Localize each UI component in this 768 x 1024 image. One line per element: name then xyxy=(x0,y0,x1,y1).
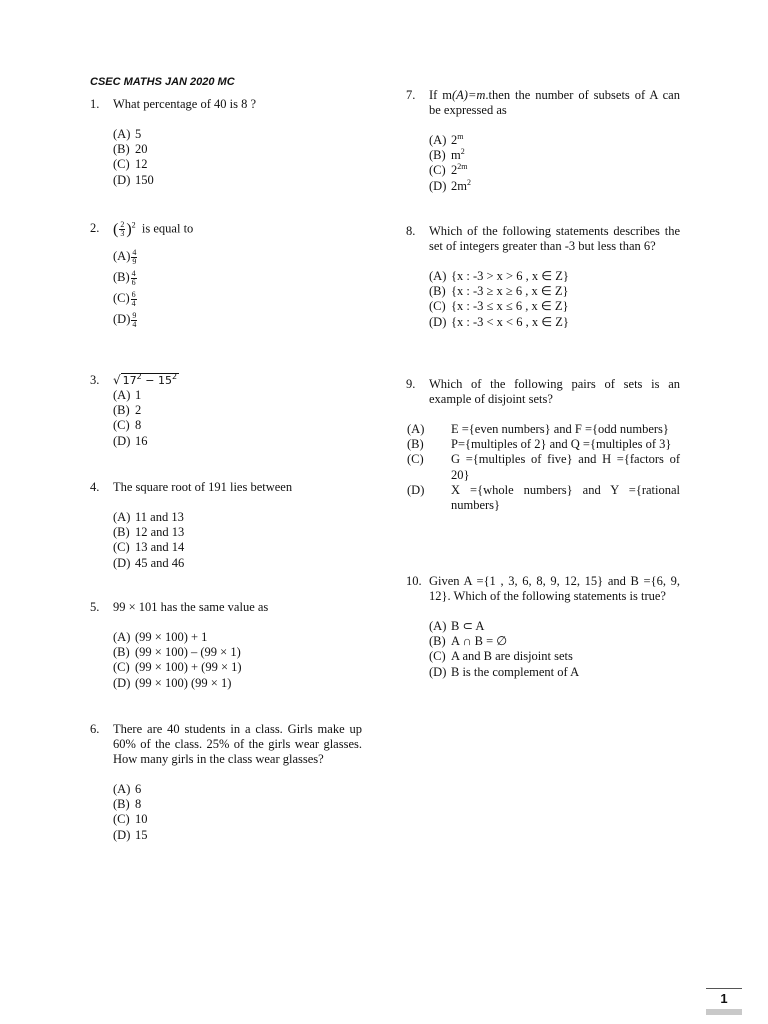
question-number: 7. xyxy=(406,88,416,102)
option-b[interactable]: (B) 2 xyxy=(113,403,142,418)
option-c[interactable]: (C) {x : -3 ≤ x ≤ 6 , x ∈ Z} xyxy=(429,299,569,314)
question-8 xyxy=(406,224,680,330)
page-number: 1 xyxy=(706,988,742,1015)
option-b[interactable]: (B) P={multiples of 2} and Q ={multiples of 3} xyxy=(407,437,672,452)
option-a[interactable]: (A) 1 xyxy=(113,388,142,402)
question-2 xyxy=(90,221,370,330)
question-number: 8. xyxy=(406,224,416,238)
question-1 xyxy=(90,97,370,188)
question-number: 4. xyxy=(90,480,100,494)
question-text xyxy=(113,373,370,388)
options-list xyxy=(429,133,680,194)
question-4 xyxy=(90,480,370,571)
option-d[interactable]: (D) {x : -3 < x < 6 , x ∈ Z} xyxy=(429,314,569,329)
option-c[interactable]: (C) 10 xyxy=(113,812,148,827)
question-text: The square root of 191 lies between xyxy=(113,480,293,494)
options-list xyxy=(407,422,680,513)
question-7 xyxy=(406,88,680,194)
option-b[interactable]: (B) $m^2$ xyxy=(429,147,465,163)
option-c[interactable]: (C) G ={multiples of five} and H ={factors of 20} xyxy=(407,452,680,482)
option-c[interactable]: (C) 8 xyxy=(113,418,142,433)
options-list xyxy=(429,269,680,330)
option-a[interactable]: (A) 5 xyxy=(113,127,142,141)
option-c[interactable]: (C) A and B are disjoint sets xyxy=(429,649,573,664)
option-d[interactable]: (D) 45 and 46 xyxy=(113,555,185,570)
sqrt-symbol: √ xyxy=(113,373,121,387)
question-text: There are 40 students in a class. Girls make up 60% of the class. 25% of the girls wear glasses. How many girls in the class wear glasses? xyxy=(113,722,362,766)
options-list xyxy=(113,388,370,449)
question-text: Which of the following statements describes the set of integers greater than -3 but less than 6? xyxy=(429,224,680,253)
option-a[interactable]: (A) E ={even numbers} and F ={odd numbers} xyxy=(407,422,669,436)
question-number: 1. xyxy=(90,97,100,111)
option-a[interactable]: (A) 6 xyxy=(113,782,142,796)
question-3 xyxy=(90,373,370,449)
options-list xyxy=(113,127,370,188)
option-b[interactable]: (B) A ∩ B = ∅ xyxy=(429,634,508,649)
question-text: What percentage of 40 is 8 ? xyxy=(113,97,256,111)
option-a[interactable]: (A) {x : -3 > x > 6 , x ∈ Z} xyxy=(429,269,569,283)
option-c[interactable]: (C) $\frac{6}{4}$ xyxy=(113,289,136,308)
radicand: $17^2 - 15^2$ xyxy=(122,372,178,387)
option-c[interactable]: (C) $2^{2m}$ xyxy=(429,162,468,178)
option-a[interactable]: (A) B ⊂ A xyxy=(429,619,485,633)
option-d[interactable]: (D) 15 xyxy=(113,827,148,842)
options-list xyxy=(113,782,362,843)
option-b[interactable]: (B) 20 xyxy=(113,142,148,157)
option-d[interactable]: (D) 150 xyxy=(113,172,154,187)
option-a[interactable]: (A) $\frac{4}{9}$ xyxy=(113,247,137,266)
option-b[interactable]: (B) 12 and 13 xyxy=(113,525,185,540)
option-a[interactable]: (A) 2$^m$ xyxy=(429,132,464,147)
question-text: Given A ={1 , 3, 6, 8, 9, 12, 15} and B ={6, 9, 12}. Which of the following statements is true? xyxy=(429,574,680,603)
question-10 xyxy=(406,574,680,680)
page-title: CSEC MATHS JAN 2020 MC xyxy=(90,76,235,88)
fraction: $\frac{2}{3}$ xyxy=(120,220,125,238)
question-6 xyxy=(90,722,362,843)
options-list xyxy=(113,246,370,330)
question-number: 3. xyxy=(90,373,100,387)
option-b[interactable]: (B) $\frac{4}{6}$ xyxy=(113,268,136,287)
option-b[interactable]: (B) (99 × 100) – (99 × 1) xyxy=(113,645,241,660)
option-a[interactable]: (A) (99 × 100) + 1 xyxy=(113,630,208,644)
options-list xyxy=(113,630,370,691)
question-number: 5. xyxy=(90,600,100,614)
option-a[interactable]: (A) 11 and 13 xyxy=(113,510,184,524)
question-number: 2. xyxy=(90,221,100,235)
option-b[interactable]: (B) 8 xyxy=(113,797,142,812)
question-text: If m(A)=m.then the number of subsets of A can be expressed as xyxy=(429,88,680,117)
options-list xyxy=(429,619,680,680)
option-d[interactable]: (D) $\frac{9}{4}$ xyxy=(113,310,137,329)
option-b[interactable]: (B) {x : -3 ≥ x ≥ 6 , x ∈ Z} xyxy=(429,284,569,299)
question-5 xyxy=(90,600,370,691)
question-text: Which of the following pairs of sets is an example of disjoint sets? xyxy=(429,377,680,406)
question-number: 10. xyxy=(406,574,422,588)
option-d[interactable]: (D) X ={whole numbers} and Y ={rational numbers} xyxy=(407,482,680,513)
option-d[interactable]: (D) $2m^2$ xyxy=(429,177,471,193)
option-c[interactable]: (C) 13 and 14 xyxy=(113,540,185,555)
option-c[interactable]: (C) 12 xyxy=(113,157,148,172)
options-list xyxy=(113,510,370,571)
question-number: 9. xyxy=(406,377,416,391)
option-c[interactable]: (C) (99 × 100) + (99 × 1) xyxy=(113,660,242,675)
question-text: ( $\frac{2}{3}$ )$^2$ is equal to xyxy=(113,220,194,238)
question-9 xyxy=(406,377,680,513)
question-text: 99 × 101 has the same value as xyxy=(113,600,269,614)
question-number: 6. xyxy=(90,722,100,736)
option-d[interactable]: (D) 16 xyxy=(113,433,148,448)
option-d[interactable]: (D) B is the complement of A xyxy=(429,664,580,679)
option-d[interactable]: (D) (99 × 100) (99 × 1) xyxy=(113,675,232,690)
